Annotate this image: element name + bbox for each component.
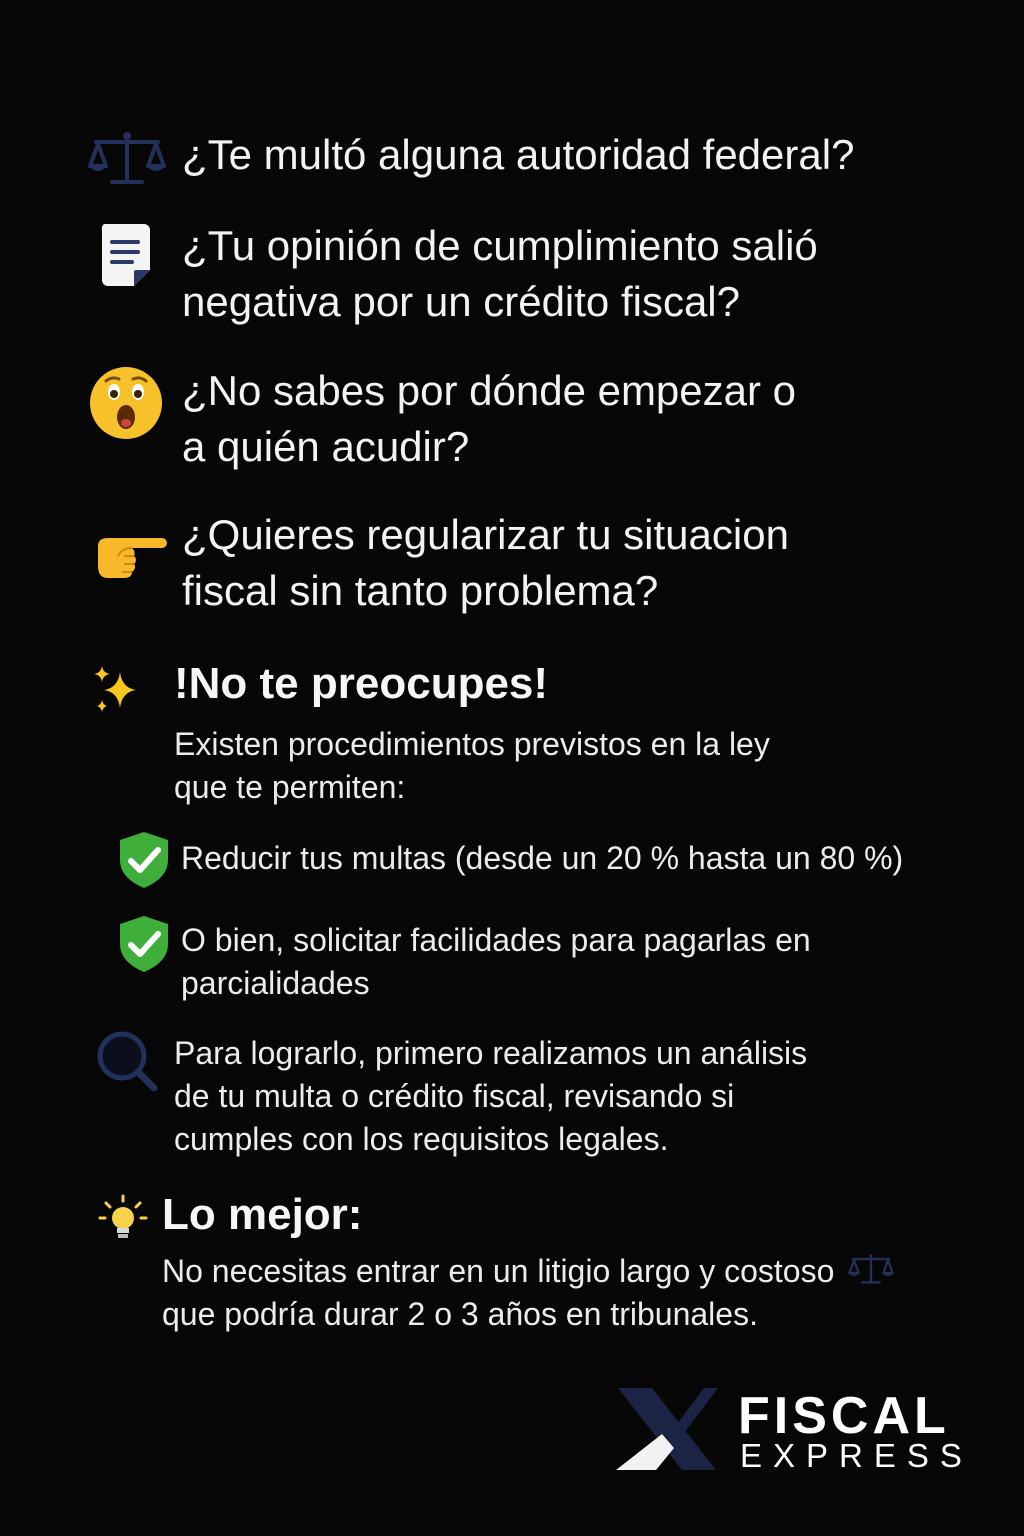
- question-2: [182, 218, 818, 330]
- benefit-2: [181, 919, 811, 1005]
- reassure-text: [174, 723, 770, 809]
- scales-icon: [88, 130, 166, 188]
- reassure-line-1: Existen procedimientos previstos en la ley: [174, 726, 770, 762]
- question-3-line-1: ¿No sabes por dónde empezar o: [182, 367, 797, 414]
- benefit-2-line-1: O bien, solicitar facilidades para pagarlas en: [181, 922, 811, 958]
- best-line-1: [162, 1250, 897, 1293]
- brand-sub: EXPRESS: [740, 1437, 973, 1474]
- shield-check-icon: [116, 830, 172, 890]
- question-3: [182, 363, 796, 475]
- reassure-line-2: que te permiten:: [174, 769, 406, 805]
- shield-check-icon: [116, 914, 172, 974]
- question-4-line-1: ¿Quieres regularizar tu situacion: [182, 511, 789, 558]
- analysis-line-3: cumples con los requisitos legales.: [174, 1121, 669, 1157]
- surprised-face-icon: [88, 365, 164, 441]
- question-1: ¿Te multó alguna autoridad federal?: [182, 131, 855, 178]
- best-heading: Lo mejor:: [162, 1190, 363, 1239]
- analysis-line-2: de tu multa o crédito fiscal, revisando si: [174, 1078, 735, 1114]
- benefit-1: [181, 837, 903, 880]
- question-4-line-2: fiscal sin tanto problema?: [182, 567, 659, 614]
- reassure-heading: !No te preocupes!: [174, 659, 549, 708]
- brand-name: FISCAL: [738, 1387, 950, 1445]
- analysis-line-1: Para lograrlo, primero realizamos un análisis: [174, 1035, 808, 1071]
- sparkles-icon: [92, 664, 142, 716]
- benefit-1-line-1: Reducir tus multas (desde un 20 % hasta un 80 %): [181, 840, 904, 876]
- analysis-text: [174, 1032, 807, 1161]
- magnifier-icon: [96, 1030, 160, 1094]
- fiscal-express-logo-mark: [612, 1384, 722, 1474]
- best-text: [162, 1250, 897, 1336]
- scales-icon: [845, 1252, 897, 1286]
- best-line-2: que podría durar 2 o 3 años en tribunales.: [162, 1296, 758, 1332]
- best-line-1-text: No necesitas entrar en un litigio largo y costoso: [162, 1253, 835, 1289]
- question-2-line-2: negativa por un crédito fiscal?: [182, 278, 740, 325]
- question-4: [182, 507, 789, 619]
- question-2-line-1: ¿Tu opinión de cumplimiento salió: [182, 222, 818, 269]
- benefit-2-line-2: parcialidades: [181, 965, 370, 1001]
- document-icon: [98, 222, 156, 290]
- pointing-hand-icon: [92, 526, 168, 582]
- question-3-line-2: a quién acudir?: [182, 423, 470, 470]
- lightbulb-icon: [98, 1194, 148, 1242]
